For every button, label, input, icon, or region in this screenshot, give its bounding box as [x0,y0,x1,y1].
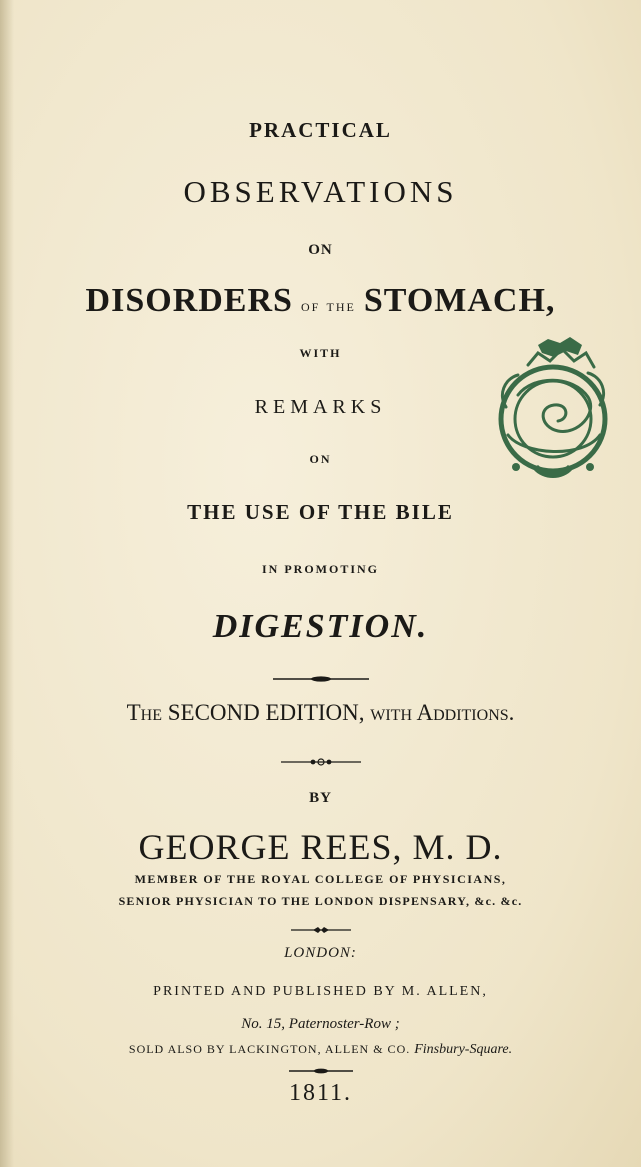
imprint-sold-place: Finsbury-Square. [414,1042,513,1057]
rule-ornament-icon [281,758,361,766]
author-credential-2: SENIOR PHYSICIAN TO THE LONDON DISPENSARY, &c. &c. [118,894,523,908]
ornamental-library-stamp-icon [478,335,628,487]
title-line-practical: PRACTICAL [249,118,392,142]
author-by: BY [309,790,332,806]
title-line-use-of-bile: THE USE OF THE BILE [187,500,454,524]
title-line-digestion: DIGESTION. [212,608,429,645]
imprint-year: 1811. [288,1080,353,1106]
edition-word-the: The [126,700,162,725]
title-word-stomach: STOMACH, [363,282,556,319]
ornamental-rule-1 [0,675,641,683]
rule-ornament-icon [273,675,369,683]
title-word-disorders: DISORDERS [85,282,293,319]
edition-line [0,700,641,726]
imprint-printer: PRINTED AND PUBLISHED BY M. ALLEN, [153,984,488,999]
title-line-on: ON [308,242,333,258]
author-credential-1: MEMBER OF THE ROYAL COLLEGE OF PHYSICIANS, [134,872,507,886]
title-line-observations: OBSERVATIONS [183,174,458,209]
rule-ornament-icon [289,1068,353,1074]
title-word-of-the: of the [300,296,356,315]
title-line-on-second: ON [309,452,332,466]
imprint-sold-by: SOLD ALSO BY LACKINGTON, ALLEN & CO. [128,1042,411,1056]
ornamental-rule-4 [0,1068,641,1074]
rule-ornament-icon [291,926,351,934]
imprint-place: LONDON: [284,945,357,961]
imprint-sold-also [0,1042,641,1058]
title-line-remarks: REMARKS [254,396,387,418]
title-line-disorders-of-the-stomach [0,282,641,320]
edition-main: SECOND EDITION, [167,700,365,725]
imprint-address: No. 15, Paternoster-Row ; [241,1016,400,1032]
title-line-with: WITH [299,346,342,360]
ornamental-rule-3 [0,926,641,934]
title-line-in-promoting: IN PROMOTING [262,562,379,576]
author-name: GEORGE REES, M. D. [138,827,503,867]
edition-with-additions: with Additions. [370,700,515,725]
ornamental-rule-2 [0,758,641,766]
